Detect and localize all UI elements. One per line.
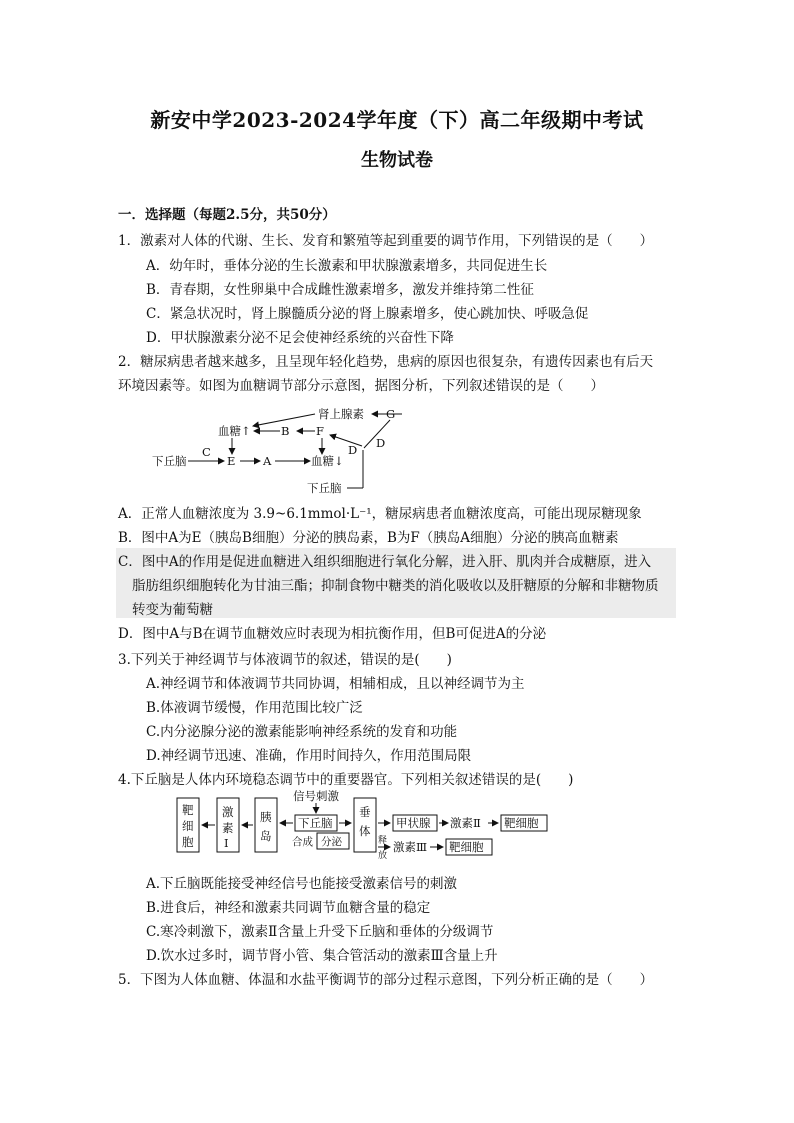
q3-option-a: A.神经调节和体液调节共同协调，相辅相成，且以神经调节为主 [146, 676, 525, 692]
blood-sugar-down-label: 血糖↓ [311, 454, 344, 468]
target-cell-left-2: 细 [182, 819, 194, 833]
exam-title: 新安中学2023-2024学年度（下）高二年级期中考试 [150, 108, 644, 132]
q1-option-a: A．幼年时，垂体分泌的生长激素和甲状腺激素增多，共同促进生长 [146, 258, 548, 274]
hypothalamus-bottom-label: 下丘脑 [307, 481, 342, 495]
node-f: F [316, 424, 324, 438]
hormone1-char1: 激 [222, 805, 234, 819]
q4-option-b: B.进食后，神经和激素共同调节血糖含量的稳定 [146, 900, 431, 916]
q2-option-c-line2: 脂肪组织细胞转化为甘油三酯；抑制食物中糖类的消化吸收以及肝糖原的分解和非糖物质 [132, 578, 659, 594]
q4-option-d: D.饮水过多时，调节肾小管、集合管活动的激素Ⅲ含量上升 [146, 948, 498, 964]
question-2-stem-line2: 环境因素等。如图为血糖调节部分示意图，据图分析，下列叙述错误的是（ ） [118, 378, 604, 394]
q2-option-a: A．正常人血糖浓度为 3.9~6.1mmol·L⁻¹，糖尿病患者血糖浓度高，可能出现尿糖现象 [118, 506, 642, 522]
release-char2: 放 [378, 851, 388, 861]
node-a: A [263, 454, 272, 468]
pituitary-char1: 垂 [359, 805, 371, 819]
synthesis-label: 合成 [292, 836, 313, 848]
q1-option-d: D．甲状腺激素分泌不足会使神经系统的兴奋性下降 [146, 330, 454, 346]
hypothalamus-left-label: 下丘脑 [152, 454, 187, 468]
q4-option-c: C.寒冷刺激下，激素Ⅱ含量上升受下丘脑和垂体的分级调节 [146, 924, 494, 940]
hormone3-label: 激素Ⅲ [393, 840, 428, 854]
adrenaline-label: 肾上腺素 [318, 407, 364, 421]
pituitary-char2: 体 [359, 824, 371, 838]
hormone1-char2: 素 [222, 821, 234, 835]
question-4-stem: 4.下丘脑是人体内环境稳态调节中的重要器官。下列相关叙述错误的是( ) [118, 772, 574, 788]
hypothalamus-box-label: 下丘脑 [298, 816, 333, 830]
section-heading: 一．选择题（每题2.5分，共50分） [118, 207, 336, 223]
hormone2-label: 激素Ⅱ [450, 816, 481, 830]
node-c: C [202, 445, 211, 459]
blood-sugar-up-label: 血糖↑ [218, 424, 251, 438]
blood-sugar-diagram [150, 402, 410, 498]
q3-option-c: C.内分泌腺分泌的激素能影响神经系统的发育和功能 [146, 724, 458, 740]
question-1-stem: 1．激素对人体的代谢、生长、发育和繁殖等起到重要的调节作用，下列错误的是（ ） [118, 233, 654, 249]
node-d-left: D [348, 443, 358, 457]
target-cell-right-2: 靶细胞 [449, 840, 484, 854]
node-e: E [227, 454, 236, 468]
node-g: G [386, 407, 396, 421]
q3-option-b: B.体液调节缓慢，作用范围比较广泛 [146, 700, 363, 716]
hormone1-char3: Ⅰ [224, 836, 229, 850]
islet-char1: 胰 [260, 810, 272, 824]
q1-option-c: C．紧急状况时，肾上腺髓质分泌的肾上腺素增多，使心跳加快、呼吸急促 [146, 306, 589, 322]
q1-option-b: B．青春期，女性卵巢中合成雌性激素增多，激发并维持第二性征 [146, 282, 534, 298]
target-cell-left-1: 靶 [182, 803, 194, 817]
q2-option-b: B．图中A为E（胰岛B细胞）分泌的胰岛素，B为F（胰岛A细胞）分泌的胰高血糖素 [118, 530, 619, 546]
target-cell-left-3: 胞 [182, 835, 194, 849]
node-b: B [281, 424, 290, 438]
secretion-label: 分泌 [321, 836, 342, 848]
release-char1: 释 [378, 836, 388, 846]
target-cell-right-1: 靶细胞 [504, 816, 539, 830]
q2-option-c-line3: 转变为葡萄糖 [132, 602, 213, 618]
question-5-stem: 5．下图为人体血糖、体温和水盐平衡调节的部分过程示意图，下列分析正确的是（ ） [118, 972, 654, 988]
thyroid-label: 甲状腺 [396, 816, 431, 830]
question-2-stem-line1: 2．糖尿病患者越来越多，且呈现年轻化趋势，患病的原因也很复杂，有遗传因素也有后天 [118, 354, 654, 370]
islet-char2: 岛 [260, 829, 272, 843]
question-3-stem: 3.下列关于神经调节与体液调节的叙述，错误的是( ) [118, 652, 452, 668]
node-d-right: D [376, 436, 386, 450]
q2-option-c-line1: C．图中A的作用是促进血糖进入组织细胞进行氧化分解，进入肝、肌肉并合成糖原，进入 [118, 554, 652, 570]
q2-option-d: D．图中A与B在调节血糖效应时表现为相抗衡作用，但B可促进A的分泌 [118, 626, 547, 642]
q3-option-d: D.神经调节迅速、准确，作用时间持久，作用范围局限 [146, 748, 472, 764]
q4-option-a: A.下丘脑既能接受神经信号也能接受激素信号的刺激 [146, 876, 458, 892]
hypothalamus-diagram [175, 790, 555, 862]
exam-subtitle: 生物试卷 [361, 150, 433, 171]
signal-stimulus-label: 信号刺激 [293, 790, 339, 803]
